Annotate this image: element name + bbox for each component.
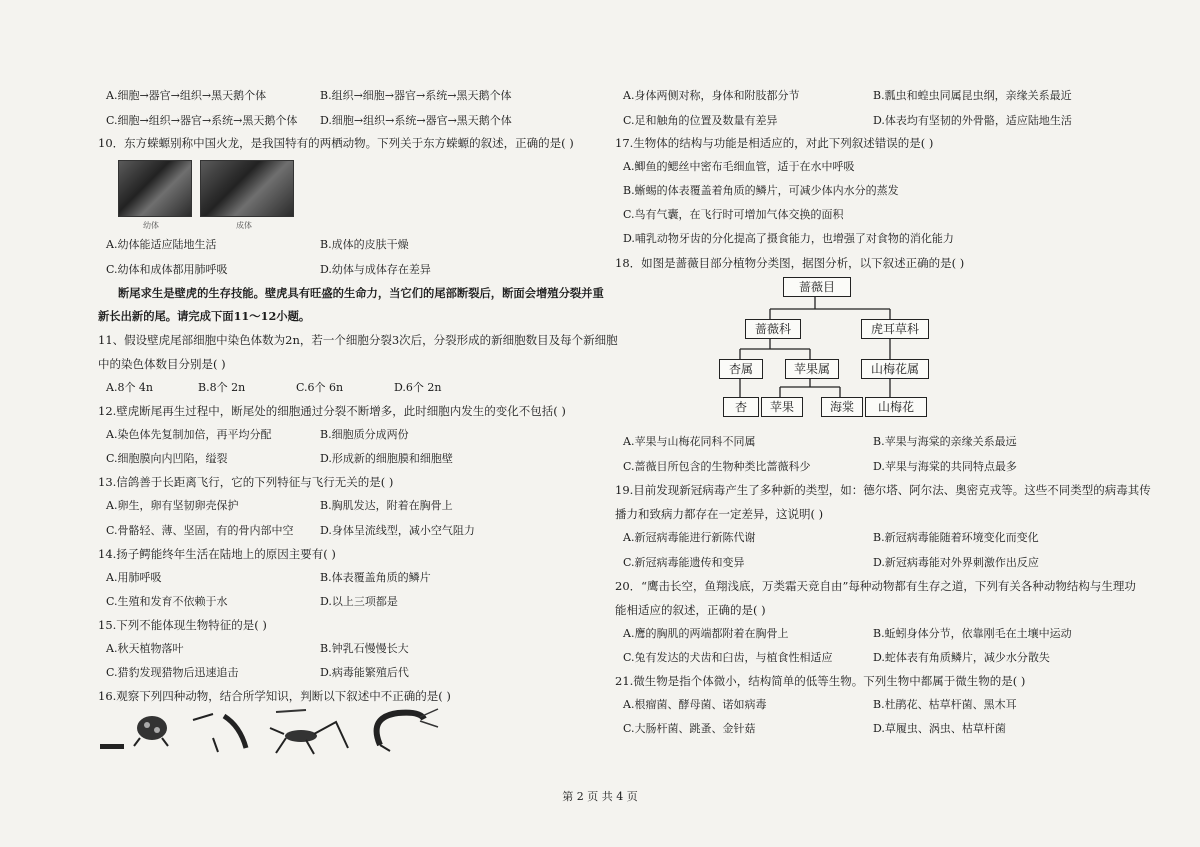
- tree-species-apple: 苹果: [761, 397, 803, 417]
- q13-option-c: C.骨骼轻、薄、坚固，有的骨内部中空: [106, 524, 294, 537]
- tree-genus-philadelphus: 山梅花属: [861, 359, 929, 379]
- q11-option-d: D.6个 2n: [394, 381, 442, 394]
- q19-option-a: A.新冠病毒能进行新陈代谢: [623, 531, 756, 544]
- q18-option-d: D.苹果与海棠的共同特点最多: [873, 460, 1017, 473]
- q9-option-c: C.细胞→组织→器官→系统→黑天鹅个体: [106, 114, 298, 127]
- q11-option-b: B.8个 2n: [198, 381, 246, 394]
- q13-option-d: D.身体呈流线型，减小空气阻力: [320, 524, 475, 537]
- tree-family-rosaceae: 蔷薇科: [745, 319, 801, 339]
- q9-option-b: B.组织→细胞→器官→系统→黑天鹅个体: [320, 89, 512, 102]
- q17-option-c: C.鸟有气囊，在飞行时可增加气体交换的面积: [623, 208, 844, 221]
- page-footer: 第 2 页 共 4 页: [562, 790, 638, 803]
- question-10: 10．东方蝾螈别称中国火龙，是我国特有的两栖动物。下列关于东方蝾螈的叙述，正确的是( ): [98, 136, 574, 150]
- tree-genus-apricot: 杏属: [719, 359, 763, 379]
- q21-option-c: C.大肠杆菌、跳蚤、金针菇: [623, 722, 756, 735]
- q12-option-d: D.形成新的细胞膜和细胞壁: [320, 452, 453, 465]
- tree-family-saxifragaceae: 虎耳草科: [861, 319, 929, 339]
- q14-option-a: A.用肺呼吸: [106, 571, 162, 584]
- question-17: 17.生物体的结构与功能是相适应的，对此下列叙述错误的是( ): [615, 136, 934, 150]
- q9-option-a: A.细胞→器官→组织→黑天鹅个体: [106, 89, 267, 102]
- passage-line-2: 新长出新的尾。请完成下面11～12小题。: [98, 309, 311, 323]
- shrimp-icon: [360, 705, 440, 755]
- q21-option-a: A.根瘤菌、酵母菌、诺如病毒: [623, 698, 767, 711]
- tree-species-crabapple: 海棠: [821, 397, 863, 417]
- grasshopper-icon: [266, 708, 356, 758]
- q12-option-b: B.细胞质分成两份: [320, 428, 409, 441]
- ladybug-icon: [100, 708, 180, 753]
- q9-option-d: D.细胞→组织→系统→器官→黑天鹅个体: [320, 114, 512, 127]
- question-20-line-1: 20．“鹰击长空，鱼翔浅底，万类霜天竞自由”每种动物都有生存之道，下列有关各种动物结构与生理功: [615, 579, 1136, 593]
- q11-option-c: C.6个 6n: [296, 381, 344, 394]
- larva-photo: [118, 160, 192, 217]
- q15-option-b: B.钟乳石慢慢长大: [320, 642, 409, 655]
- question-11-line-2: 中的染色体数目分别是( ): [98, 357, 226, 371]
- q12-option-a: A.染色体先复制加倍，再平均分配: [106, 428, 272, 441]
- q21-option-d: D.草履虫、涡虫、枯草杆菌: [873, 722, 1006, 735]
- q10-option-a: A.幼体能适应陆地生活: [106, 238, 217, 251]
- q18-option-a: A.苹果与山梅花同科不同属: [623, 435, 756, 448]
- classification-tree: [715, 277, 965, 425]
- larva-caption: 幼体: [143, 221, 159, 230]
- passage-line-1: 断尾求生是壁虎的生存技能。壁虎具有旺盛的生命力，当它们的尾部断裂后，断面会增殖分裂并重: [118, 286, 604, 300]
- question-16: 16.观察下列四种动物，结合所学知识，判断以下叙述中不正确的是( ): [98, 689, 451, 703]
- q18-option-c: C.蔷薇目所包含的生物种类比蔷薇科少: [623, 460, 811, 473]
- tree-species-apricot: 杏: [723, 397, 759, 417]
- q16-option-b: B.瓢虫和蝗虫同属昆虫纲，亲缘关系最近: [873, 89, 1072, 102]
- q10-option-c: C.幼体和成体都用肺呼吸: [106, 263, 228, 276]
- q20-option-d: D.蛇体表有角质鳞片，减少水分散失: [873, 651, 1050, 664]
- q10-option-d: D.幼体与成体存在差异: [320, 263, 431, 276]
- q15-option-c: C.猎豹发现猎物后迅速追击: [106, 666, 239, 679]
- tree-genus-apple: 苹果属: [785, 359, 839, 379]
- adult-caption: 成体: [236, 221, 252, 230]
- q17-option-a: A.鲫鱼的鳃丝中密布毛细血管，适于在水中呼吸: [623, 160, 855, 173]
- q19-option-d: D.新冠病毒能对外界刺激作出反应: [873, 556, 1039, 569]
- q14-option-d: D.以上三项都是: [320, 595, 398, 608]
- question-19-line-2: 播力和致病力都存在一定差异，这说明( ): [615, 507, 824, 521]
- q11-option-a: A.8个 4n: [106, 381, 154, 394]
- tree-order-box: 蔷薇目: [783, 277, 851, 297]
- tree-species-mock-orange: 山梅花: [865, 397, 927, 417]
- q20-option-c: C.兔有发达的犬齿和臼齿，与植食性相适应: [623, 651, 833, 664]
- q18-option-b: B.苹果与海棠的亲缘关系最远: [873, 435, 1017, 448]
- q21-option-b: B.杜鹃花、枯草杆菌、黑木耳: [873, 698, 1017, 711]
- question-14: 14.扬子鳄能终年生活在陆地上的原因主要有( ): [98, 547, 336, 561]
- question-18: 18．如图是蔷薇目部分植物分类图，据图分析，以下叙述正确的是( ): [615, 256, 965, 270]
- question-11-line-1: 11、假设壁虎尾部细胞中染色体数为2n，若一个细胞分裂3次后，分裂形成的新细胞数目及每个新细胞: [98, 333, 618, 347]
- q16-option-d: D.体表均有坚韧的外骨骼，适应陆地生活: [873, 114, 1072, 127]
- question-19-line-1: 19.目前发现新冠病毒产生了多种新的类型，如：德尔塔、阿尔法、奥密克戎等。这些不同类型的病毒其传: [615, 483, 1151, 497]
- q19-option-c: C.新冠病毒能遗传和变异: [623, 556, 745, 569]
- q20-option-a: A.鹰的胸肌的两端都附着在胸骨上: [623, 627, 789, 640]
- q14-option-c: C.生殖和发育不依赖于水: [106, 595, 228, 608]
- question-15: 15.下列不能体现生物特征的是( ): [98, 618, 267, 632]
- q17-option-b: B.蜥蜴的体表覆盖着角质的鳞片，可减少体内水分的蒸发: [623, 184, 899, 197]
- q19-option-b: B.新冠病毒能随着环境变化而变化: [873, 531, 1039, 544]
- question-21: 21.微生物是指个体微小，结构简单的低等生物。下列生物中都属于微生物的是( ): [615, 674, 1026, 688]
- centipede-icon: [188, 708, 258, 758]
- q15-option-a: A.秋天植物落叶: [106, 642, 184, 655]
- q16-option-c: C.足和触角的位置及数量有差异: [623, 114, 778, 127]
- q10-option-b: B.成体的皮肤干燥: [320, 238, 409, 251]
- question-20-line-2: 能相适应的叙述，正确的是( ): [615, 603, 766, 617]
- q16-option-a: A.身体两侧对称，身体和附肢都分节: [623, 89, 800, 102]
- q20-option-b: B.蚯蚓身体分节，依靠刚毛在土壤中运动: [873, 627, 1072, 640]
- q15-option-d: D.病毒能繁殖后代: [320, 666, 409, 679]
- question-13: 13.信鸽善于长距离飞行，它的下列特征与飞行无关的是( ): [98, 475, 394, 489]
- adult-newt-photo: [200, 160, 294, 217]
- q13-option-b: B.胸肌发达，附着在胸骨上: [320, 499, 453, 512]
- q12-option-c: C.细胞膜向内凹陷，缢裂: [106, 452, 228, 465]
- q13-option-a: A.卵生，卵有坚韧卵壳保护: [106, 499, 239, 512]
- q17-option-d: D.哺乳动物牙齿的分化提高了摄食能力，也增强了对食物的消化能力: [623, 232, 954, 245]
- question-12: 12.壁虎断尾再生过程中，断尾处的细胞通过分裂不断增多，此时细胞内发生的变化不包括( ): [98, 404, 566, 418]
- q14-option-b: B.体表覆盖角质的鳞片: [320, 571, 431, 584]
